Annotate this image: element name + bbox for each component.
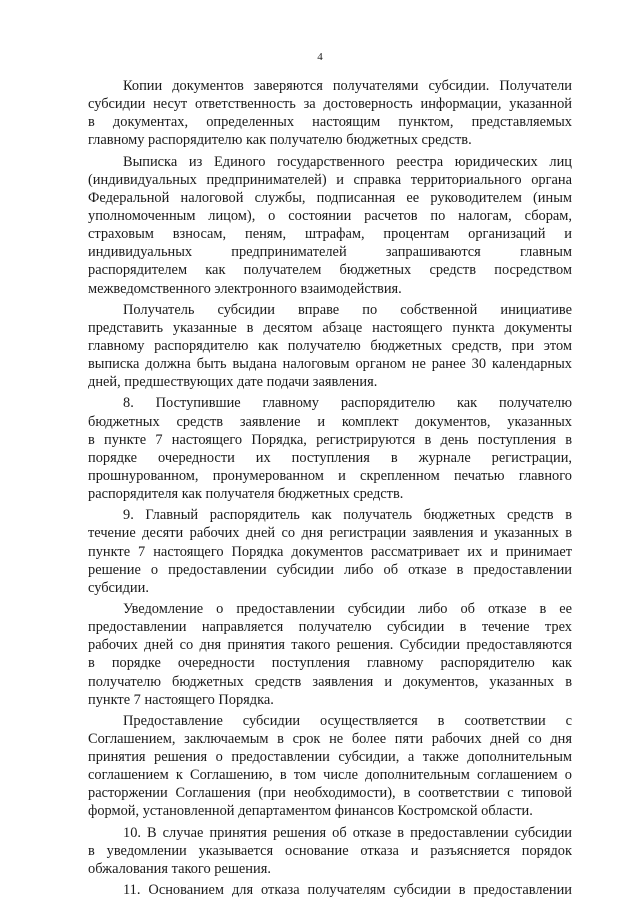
text-line: пункте 7 настоящего Порядка. xyxy=(88,691,274,708)
text-line: решение о предоставлении субсидии либо об отказе в предоставлении xyxy=(88,561,572,578)
text-line: в порядке очередности поступления главному распорядителю как xyxy=(88,655,572,672)
text-line: бюджетных средств заявление и комплект документов, указанных xyxy=(88,413,572,430)
text-line: главному распорядителю как получателю бюджетных средств. xyxy=(88,132,472,149)
text-line: распорядителя как получателя бюджетных средств. xyxy=(88,486,404,503)
text-line: формой, установленной департаментом финансов Костромской области. xyxy=(88,803,533,820)
text-line: в пункте 7 настоящего Порядка, регистрируются в день поступления в xyxy=(88,431,572,448)
text-line: в документах, определенных настоящим пунктом, представляемых xyxy=(88,114,572,131)
text-line: Предоставление субсидии осуществляется в соответствии с xyxy=(123,712,572,729)
text-line: уполномоченным лицом), о состоянии расчетов по налогам, сборам, xyxy=(88,207,572,224)
text-line: Выписка из Единого государственного реестра юридических лиц xyxy=(123,153,572,170)
text-line: межведомственного электронного взаимодействия. xyxy=(88,280,402,297)
text-line: индивидуальных предпринимателей запрашиваются главным xyxy=(88,244,572,261)
text-line: принятия решения о предоставлении субсидии, а также дополнительным xyxy=(88,749,572,766)
document-body xyxy=(88,77,572,899)
text-line: расторжении Соглашения (при необходимости), в соответствии с типовой xyxy=(88,785,572,802)
text-line: представить указанные в десятом абзаце настоящего пункта документы xyxy=(88,319,572,336)
page-number: 4 xyxy=(317,51,323,63)
text-line: Получатель субсидии вправе по собственной инициативе xyxy=(123,301,572,318)
text-line: (индивидуальных предпринимателей) и справка территориального органа xyxy=(88,171,572,188)
text-line: предоставлении направляется получателю субсидии в течение трех xyxy=(88,619,572,636)
text-line: в уведомлении указывается основание отказа и разъясняется порядок xyxy=(88,842,572,859)
text-line: субсидии. xyxy=(88,579,149,596)
text-line: обжалования такого решения. xyxy=(88,860,271,877)
text-line: соглашением к Соглашению, в том числе дополнительным соглашением о xyxy=(88,767,572,784)
text-line: Федеральной налоговой службы, подписанная ее руководителем (иным xyxy=(88,189,572,206)
text-line: страховым взносам, пеням, штрафам, процентам организаций и xyxy=(88,226,572,243)
text-line: течение десяти рабочих дней со дня регистрации заявления и указанных в xyxy=(88,525,572,542)
text-line: дней, предшествующих дате подачи заявления. xyxy=(88,374,378,391)
text-line: пункте 7 настоящего Порядка документов рассматривает их и принимает xyxy=(88,543,572,560)
text-line: главному распорядителю как получателю бюджетных средств, при этом xyxy=(88,337,572,354)
text-line: порядке очередности их поступления в журнале регистрации, xyxy=(88,449,572,466)
text-line: 9. Главный распорядитель как получатель бюджетных средств в xyxy=(123,507,572,524)
text-line: получателю бюджетных средств заявления и документов, указанных в xyxy=(88,673,572,690)
text-line: Копии документов заверяются получателями субсидии. Получатели xyxy=(123,78,572,94)
text-line: 8. Поступившие главному распорядителю как получателю xyxy=(123,395,572,412)
text-line: прошнурованном, пронумерованном и скрепленном печатью главного xyxy=(88,467,572,484)
text-line: распорядителем как получателем бюджетных средств посредством xyxy=(88,262,572,279)
text-line: 11. Основанием для отказа получателям субсидии в предоставлении xyxy=(123,882,572,899)
text-line: Уведомление о предоставлении субсидии либо об отказе в ее xyxy=(123,600,572,617)
text-line: рабочих дней со дня принятия такого решения. Субсидии предоставляются xyxy=(88,637,572,654)
text-line: 10. В случае принятия решения об отказе в предоставлении субсидии xyxy=(123,824,572,841)
text-line: субсидии несут ответственность за достоверность информации, указанной xyxy=(88,96,572,113)
text-line: выписка должна быть выдана налоговым органом не ранее 30 календарных xyxy=(88,356,572,373)
text-line: Соглашением, заключаемым в срок не более пяти рабочих дней со дня xyxy=(88,730,572,747)
